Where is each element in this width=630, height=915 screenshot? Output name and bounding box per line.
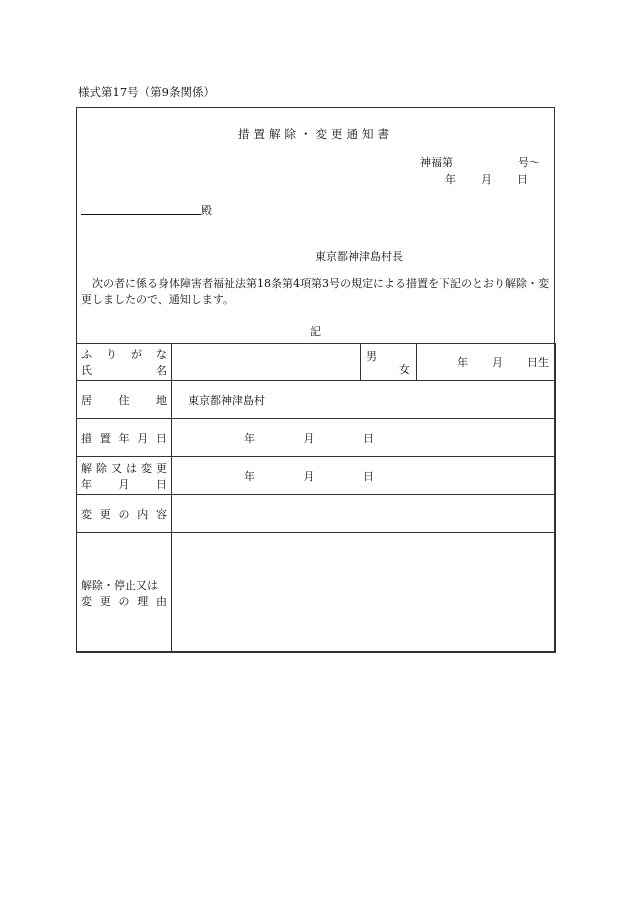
- table-row: [77, 419, 556, 457]
- table-row: [77, 381, 556, 419]
- reference-number: [420, 154, 540, 170]
- measure-date-field[interactable]: [172, 419, 556, 457]
- reference-date: [445, 171, 553, 187]
- sex-male-option[interactable]: 男: [366, 350, 377, 363]
- reason-label-line1: 解除・停止又は: [81, 578, 158, 592]
- addressee-name-line[interactable]: [81, 214, 201, 215]
- release-date-label-line2: 年 月 日: [81, 477, 167, 491]
- reference-number-prefix: 神福第: [420, 156, 453, 169]
- details-table: [76, 343, 556, 653]
- document-title: 措置解除・変更通知書: [238, 127, 393, 141]
- address-value: 東京都神津島村: [188, 393, 265, 407]
- sex-female-option[interactable]: 女: [399, 363, 410, 376]
- reason-label-cell: [77, 533, 172, 653]
- addressee-suffix: 殿: [201, 204, 212, 217]
- furigana-label: ふ り が な: [81, 348, 167, 361]
- birthdate-field[interactable]: [417, 344, 556, 381]
- notice-body-text: 次の者に係る身体障害者福祉法第18条第4項第3号の規定による措置を下記のとおり解除・変更しましたので、通知します。: [81, 277, 549, 306]
- name-field[interactable]: [172, 344, 361, 381]
- birthdate-labels: 年 月 日生: [457, 356, 549, 369]
- name-label: 氏 名: [81, 364, 167, 377]
- address-label: 居 住 地: [81, 393, 167, 407]
- table-row: [77, 344, 556, 381]
- release-date-label-line1: 解 除 又 は 変 更: [81, 461, 167, 475]
- change-content-field[interactable]: [172, 495, 556, 533]
- measure-date-labels: 年 月 日: [244, 431, 374, 445]
- table-row: [77, 457, 556, 495]
- sex-field[interactable]: [361, 344, 417, 381]
- reason-field[interactable]: [172, 533, 556, 653]
- reference-number-suffix: 号〜: [518, 156, 540, 169]
- release-date-labels: 年 月 日: [244, 469, 374, 483]
- change-content-label: 変 更 の 内 容: [81, 507, 167, 521]
- name-label-cell: [77, 344, 172, 381]
- change-content-label-cell: [77, 495, 172, 533]
- reference-month: 月: [481, 173, 492, 186]
- form-number-label: 様式第17号（第9条関係）: [78, 85, 215, 99]
- measure-date-label-cell: [77, 419, 172, 457]
- release-date-field[interactable]: [172, 457, 556, 495]
- reason-label-line2: 変 更 の 理 由: [81, 594, 167, 608]
- address-field[interactable]: [172, 381, 556, 419]
- ki-heading: 記: [310, 325, 321, 338]
- reference-year: 年: [445, 173, 456, 186]
- notice-form: [76, 107, 555, 652]
- release-date-label-cell: [77, 457, 172, 495]
- measure-date-label: 措 置 年 月 日: [81, 431, 167, 445]
- reference-day: 日: [517, 173, 528, 186]
- issuer: 東京都神津島村長: [315, 250, 403, 263]
- address-label-cell: [77, 381, 172, 419]
- table-row: [77, 533, 556, 653]
- table-row: [77, 495, 556, 533]
